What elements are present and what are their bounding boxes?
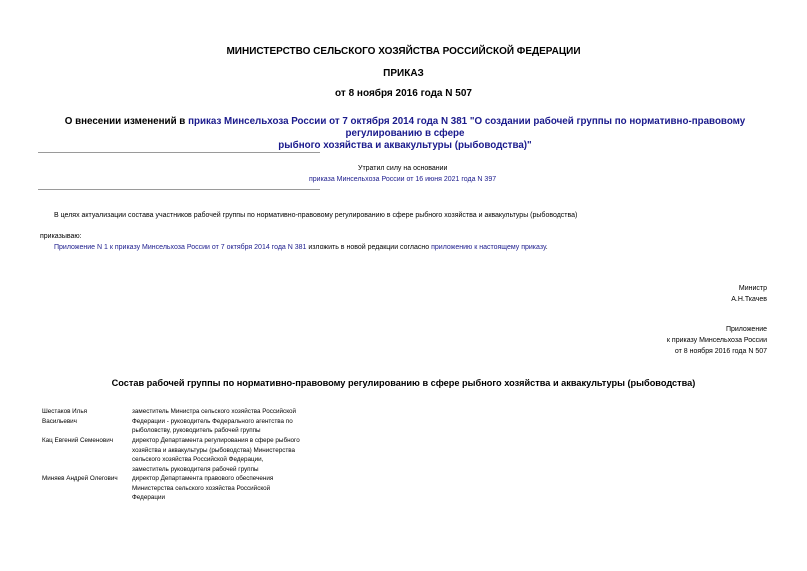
member-name-line: Миняев Андрей Олегович <box>42 475 118 482</box>
member-role <box>132 407 322 436</box>
doc-type: ПРИКАЗ <box>383 68 424 79</box>
member-name-line: Шестаков Илья <box>42 408 88 415</box>
ministry-name: МИНИСТЕРСТВО СЕЛЬСКОГО ХОЗЯЙСТВА РОССИЙСКОЙ ФЕДЕРАЦИИ <box>226 46 581 57</box>
order-item <box>54 244 548 251</box>
member-role-line: Федерации <box>132 494 165 502</box>
member-name-line: Кац Евгений Семенович <box>42 437 113 444</box>
title-prefix: О внесении изменений в <box>64 116 189 127</box>
order-item-link[interactable]: Приложение N 1 к приказу Минсельхоза России от 7 октября 2014 года N 381 <box>54 244 307 251</box>
member-role-line: сельского хозяйства Российской Федерации, <box>132 456 264 464</box>
member-name <box>42 407 130 426</box>
member-name <box>42 436 130 446</box>
member-role-line: директор Департамента регулирования в сфере рыбного <box>132 437 300 444</box>
appendix-label: Приложение <box>725 326 767 333</box>
composition-title: Состав рабочей группы по нормативно-правовому регулированию в сфере рыбного хозяйства и аквакультуры (рыбоводства) <box>111 378 696 388</box>
member-role-line: заместитель руководителя рабочей группы <box>132 465 259 473</box>
order-item-link2[interactable]: приложению к настоящему приказу <box>431 244 546 251</box>
member-role-line: директор Департамента правового обеспечения <box>132 475 274 482</box>
divider-top <box>38 152 320 153</box>
member-role-line: рыболовству, руководитель рабочей группы <box>132 427 261 435</box>
appendix-ref: к приказу Минсельхоза России <box>666 337 767 344</box>
divider-bottom <box>38 189 320 190</box>
member-name-line: Васильевич <box>42 417 77 425</box>
intro-paragraph: В целях актуализации состава участников рабочей группы по нормативно-правовому регулированию в сфере рыбного хозяйства и аквакультуры (рыбоводства) <box>54 212 578 219</box>
order-word: приказываю: <box>40 233 82 240</box>
member-role <box>132 474 322 503</box>
member-name <box>42 474 130 484</box>
repeal-note: Утратил силу на основании <box>358 165 448 172</box>
signature-position: Министр <box>738 285 767 292</box>
repeal-link[interactable]: приказа Минсельхоза России от 16 июня 2021 года N 397 <box>309 176 497 183</box>
signature-name: А.Н.Ткачев <box>731 296 767 303</box>
member-role-line: Министерства сельского хозяйства Российской <box>132 484 271 492</box>
member-role-line: хозяйства и аквакультуры (рыбоводства) Министерства <box>132 446 296 454</box>
member-role <box>132 436 322 474</box>
title-link-line1[interactable]: приказ Минсельхоза России от 7 октября 2014 года N 381 "О создании рабочей группы по нормативно-правовому регулированию в сфере <box>188 116 746 139</box>
member-role-line: Федерации - руководитель Федерального агентства по <box>132 417 293 425</box>
doc-title <box>40 116 770 152</box>
appendix-date: от 8 ноября 2016 года N 507 <box>674 348 767 355</box>
order-item-end: . <box>545 244 548 251</box>
doc-date-number: от 8 ноября 2016 года N 507 <box>335 88 472 99</box>
member-role-line: заместитель Министра сельского хозяйства Российской <box>132 408 297 415</box>
order-item-text: изложить в новой редакции согласно <box>306 244 432 251</box>
title-link-line2[interactable]: рыбного хозяйства и аквакультуры (рыбоводства)" <box>278 140 532 151</box>
